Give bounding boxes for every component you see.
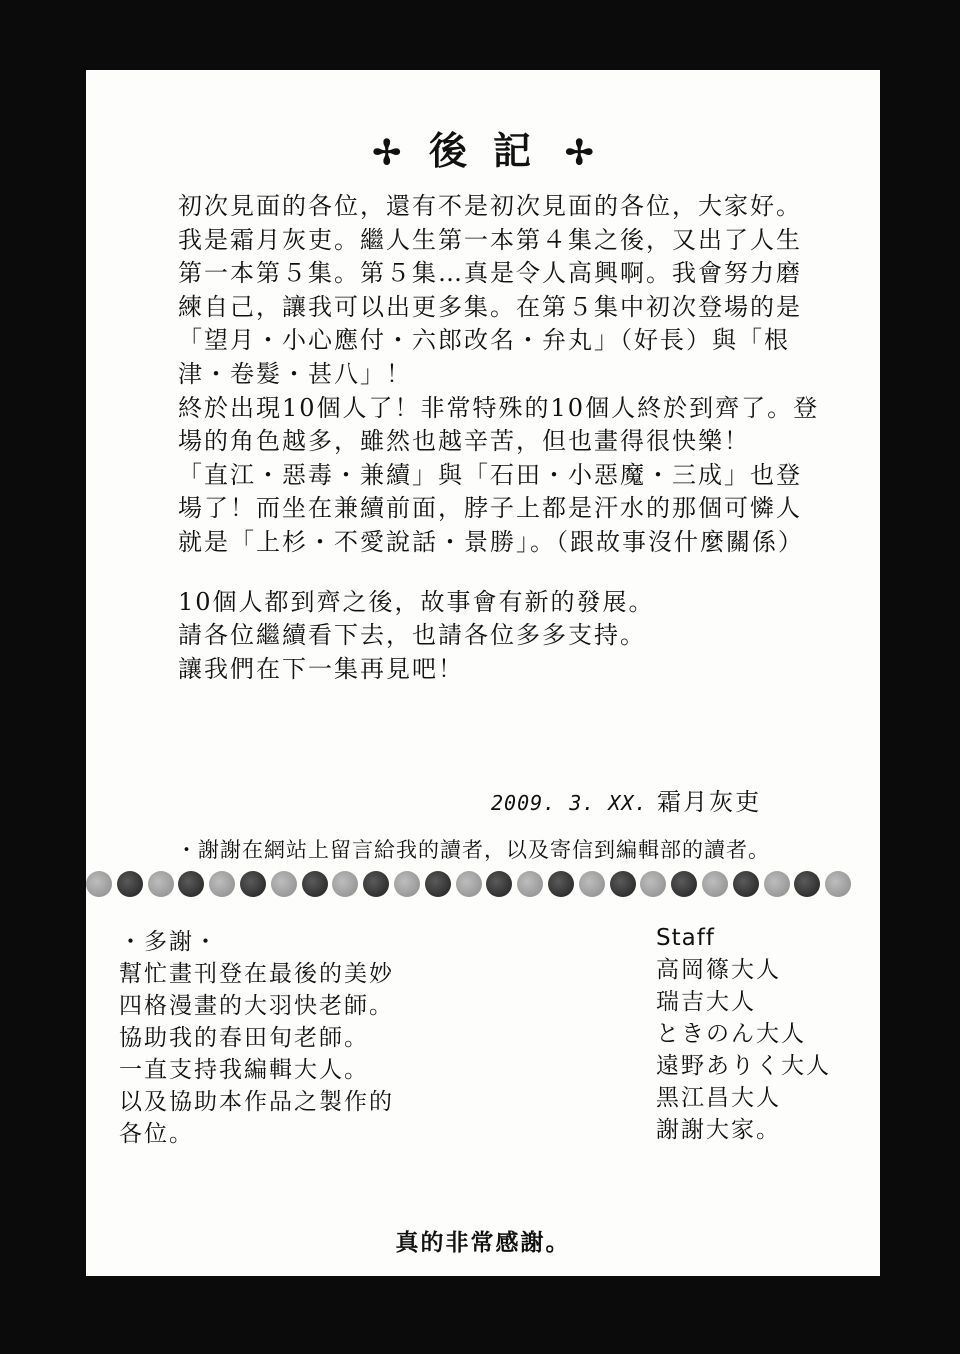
divider-dot — [178, 871, 204, 897]
divider-dot — [825, 871, 851, 897]
thanks-line: 以及協助本作品之製作的 — [119, 1089, 394, 1115]
afterword-page — [86, 70, 880, 1276]
signature — [491, 782, 761, 817]
divider-dot — [733, 871, 759, 897]
thanks-line: 幫忙畫刊登在最後的美妙 — [119, 961, 394, 987]
staff-line: 高岡篠大人 — [656, 957, 781, 983]
body-line: 初次見面的各位，還有不是初次見面的各位，大家好。 — [178, 192, 802, 220]
divider-dot — [209, 871, 235, 897]
thanks-line: 協助我的春田旬老師。 — [119, 1025, 369, 1051]
afterword-body — [178, 190, 858, 686]
staff-line: ときのん大人 — [656, 1021, 806, 1047]
afterword-title — [86, 120, 880, 175]
thanks-line: 一直支持我編輯大人。 — [119, 1057, 369, 1083]
staff-section — [656, 922, 831, 1146]
divider-dot — [302, 871, 328, 897]
title-text: 後記 — [428, 128, 557, 173]
body-line: 「直江・惡毒・兼續」與「石田・小惡魔・三成」也登 — [178, 460, 802, 489]
body-line: 練自己，讓我可以出更多集。在第５集中初次登場的是 — [178, 292, 802, 321]
closing-thanks: 真的非常感謝。 — [395, 1229, 571, 1256]
body-line: 第一本第５集。第５集…真是令人高興啊。我會努力磨 — [178, 259, 802, 288]
readers-note: ・謝謝在網站上留言給我的讀者，以及寄信到編輯部的讀者。 — [176, 838, 770, 862]
divider-dot — [394, 871, 420, 897]
divider-dot — [640, 871, 666, 897]
body-line: 我是霜月灰吏。繼人生第一本第４集之後，又出了人生 — [178, 225, 802, 254]
thanks-heading: ・多謝・ — [119, 929, 219, 955]
body-line: 「望月・小心應付・六郎改名・弁丸」（好長）與「根 — [178, 326, 790, 355]
staff-line: 遠野ありく大人 — [656, 1053, 831, 1079]
divider-dot — [548, 871, 574, 897]
body-line: 10個人都到齊之後，故事會有新的發展。 — [178, 587, 655, 616]
staff-heading: Staff — [656, 925, 715, 951]
sparkle-icon: ✢ — [372, 133, 401, 173]
divider-dot — [117, 871, 143, 897]
thanks-line: 四格漫畫的大羽快老師。 — [119, 993, 394, 1019]
divider-dot — [240, 871, 266, 897]
divider-dot — [517, 871, 543, 897]
divider-dot — [486, 871, 512, 897]
divider-dot — [794, 871, 820, 897]
body-line: 終於出現10個人了！非常特殊的10個人終於到齊了。登 — [178, 393, 820, 422]
divider-dot — [702, 871, 728, 897]
divider-dot — [579, 871, 605, 897]
paragraph-gap — [178, 560, 858, 586]
divider-dot — [610, 871, 636, 897]
body-line: 請各位繼續看下去，也請各位多多支持。 — [178, 621, 646, 650]
body-line: 津・卷髮・甚八」！ — [178, 359, 412, 388]
sparkle-icon: ✢ — [565, 133, 594, 173]
signature-date: 2009. 3. XX. — [491, 791, 648, 815]
divider-dot — [425, 871, 451, 897]
body-line: 讓我們在下一集再見吧！ — [178, 654, 464, 683]
thanks-line: 各位。 — [119, 1121, 194, 1147]
divider-dot — [456, 871, 482, 897]
body-line: 場的角色越多，雖然也越辛苦，但也畫得很快樂！ — [178, 427, 750, 456]
divider-dot — [271, 871, 297, 897]
staff-line: 黑江昌大人 — [656, 1085, 781, 1111]
divider-dot — [671, 871, 697, 897]
divider-dot — [148, 871, 174, 897]
body-line: 場了！而坐在兼續前面，脖子上都是汗水的那個可憐人 — [178, 494, 802, 523]
divider-dot — [764, 871, 790, 897]
body-line: 就是「上杉・不愛說話・景勝」。（跟故事沒什麼關係） — [178, 527, 804, 556]
divider-dot — [86, 871, 112, 897]
staff-line: 謝謝大家。 — [656, 1117, 781, 1143]
divider-dot — [363, 871, 389, 897]
divider-dot — [332, 871, 358, 897]
staff-line: 瑞吉大人 — [656, 989, 756, 1015]
thanks-section — [119, 926, 394, 1150]
signature-name: 霜月灰吏 — [657, 788, 762, 816]
dot-divider — [86, 868, 880, 900]
